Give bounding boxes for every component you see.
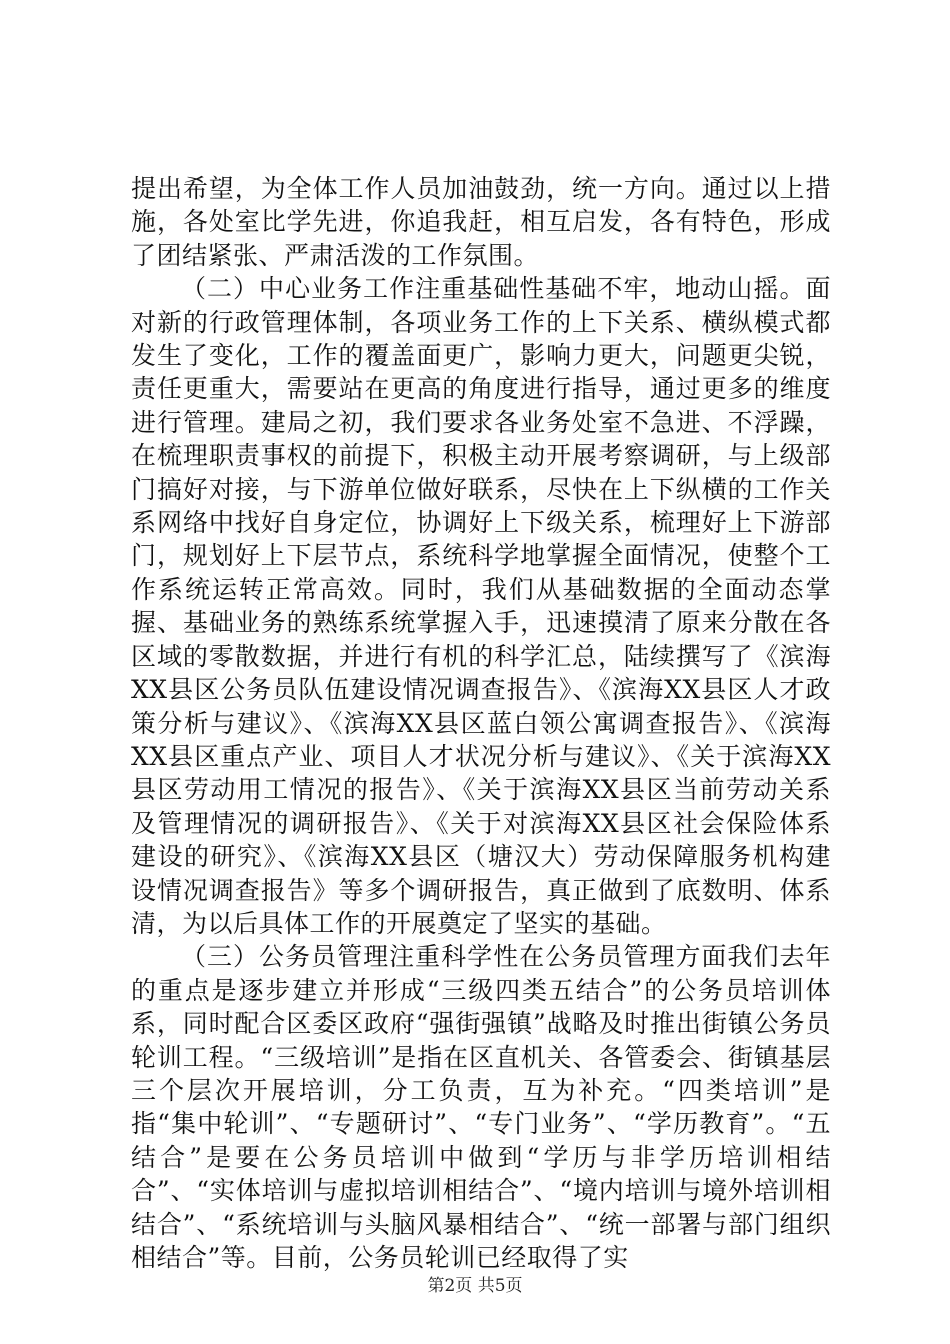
paragraph-continuation: 提出希望，为全体工作人员加油鼓劲，统一方向。通过以上措施，各处室比学先进，你追我赶，相互启发，各有特色，形成了团结紧张、严肃活泼的工作氛围。 [131, 174, 831, 270]
paragraph-section-two: （二）中心业务工作注重基础性基础不牢，地动山摇。面对新的行政管理体制，各项业务工作的上下关系、横纵模式都发生了变化，工作的覆盖面更广，影响力更大，问题更尖锐，责任更重大，需要站在更高的角度进行指导，通过更多的维度进行管理。建局之初，我们要求各业务处室不急进、不浮躁，在梳理职责事权的前提下，积极主动开展考察调研，与上级部门搞好对接，与下游单位做好联系，尽快在上下纵横的工作关系网络中找好自身定位，协调好上下级关系，梳理好上下游部门，规划好上下层节点，系统科学地掌握全面情况，使整个工作系统运转正常高效。同时，我们从基础数据的全面动态掌握、基础业务的熟练系统掌握入手，迅速摸清了原来分散在各区域的零散数据，并进行有机的科学汇总，陆续撰写了《滨海XX县区公务员队伍建设情况调查报告》、《滨海XX县区人才政策分析与建议》、《滨海XX县区蓝白领公寓调查报告》、《滨海XX县区重点产业、项目人才状况分析与建议》、《关于滨海XX县区劳动用工情况的报告》、《关于滨海XX县区当前劳动关系及管理情况的调研报告》、《关于对滨海XX县区社会保险体系建设的研究》、《滨海XX县区（塘汉大）劳动保障服务机构建设情况调查报告》等多个调研报告，真正做到了底数明、体系清，为以后具体工作的开展奠定了坚实的基础。 [131, 274, 831, 938]
paragraph-section-three: （三）公务员管理注重科学性在公务员管理方面我们去年的重点是逐步建立并形成“三级四类五结合”的公务员培训体系，同时配合区委区政府“强街强镇”战略及时推出街镇公务员轮训工程。“三级培训”是指在区直机关、各管委会、街镇基层三个层次开展培训，分工负责，互为补充。“四类培训”是指“集中轮训”、“专题研讨”、“专门业务”、“学历教育”。“五结合”是要在公务员培训中做到“学历与非学历培训相结合”、“实体培训与虚拟培训相结合”、“境内培训与境外培训相结合”、“系统培训与头脑风暴相结合”、“统一部署与部门组织相结合”等。目前，公务员轮训已经取得了实 [131, 942, 831, 1272]
document-body [131, 172, 831, 1274]
page-footer: 第2页 共5页 [427, 1276, 523, 1296]
